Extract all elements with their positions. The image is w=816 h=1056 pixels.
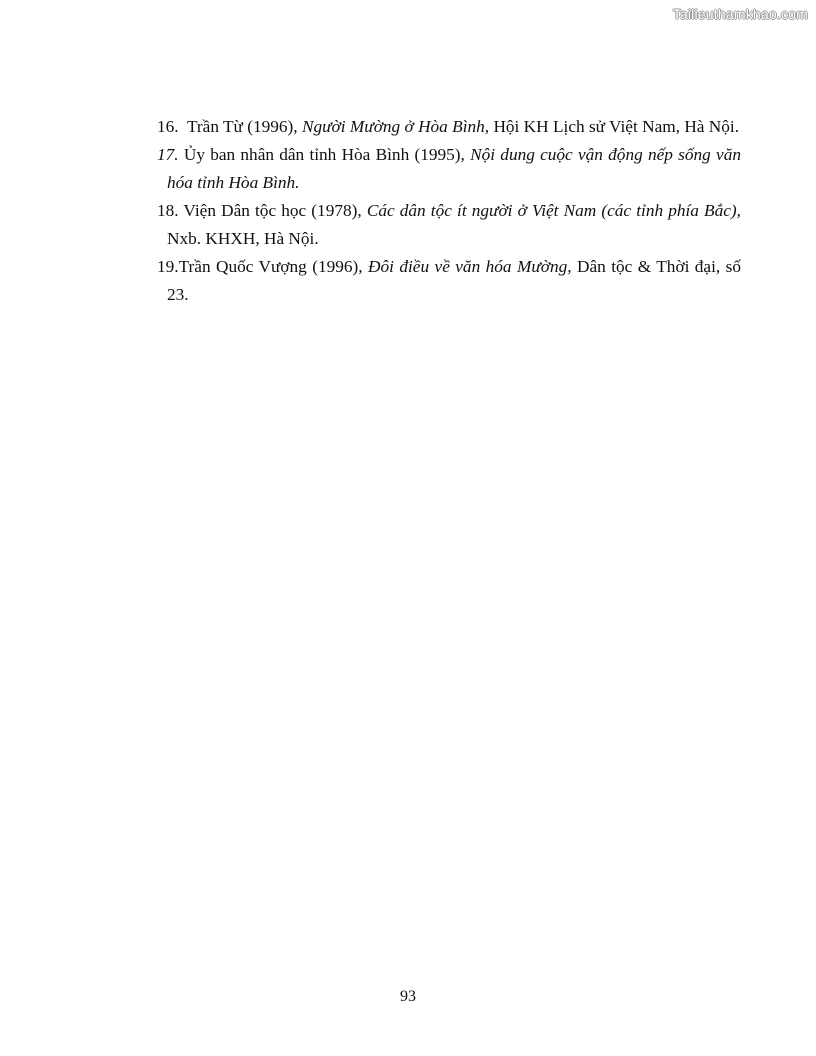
reference-number: 19. bbox=[157, 257, 179, 276]
reference-item bbox=[157, 197, 741, 253]
reference-authors: Trần Từ (1996), bbox=[186, 117, 302, 136]
reference-publisher: , Hội KH Lịch sử Việt Nam, Hà Nội. bbox=[484, 117, 740, 136]
reference-title: Người Mường ở Hòa Bình bbox=[301, 117, 485, 136]
page-number: 93 bbox=[400, 988, 416, 1005]
reference-list bbox=[157, 113, 741, 309]
reference-item bbox=[157, 253, 741, 309]
reference-number: 18. bbox=[157, 201, 179, 220]
reference-item bbox=[157, 141, 741, 197]
reference-number: 16. bbox=[157, 117, 179, 136]
reference-publisher: Dân tộc & Thời đại, số 23. bbox=[167, 257, 741, 304]
reference-title: Nội dung cuộc vận động nếp sống văn hóa tỉnh Hòa Bình. bbox=[167, 145, 741, 192]
reference-authors: Trần Quốc Vượng (1996), bbox=[178, 257, 369, 276]
reference-title: Đôi điều về văn hóa Mường, bbox=[368, 257, 572, 276]
reference-number: 17. bbox=[157, 145, 179, 164]
reference-title: Các dân tộc ít người ở Việt Nam (các tỉnh phía Bắc), bbox=[366, 201, 741, 220]
watermark: Tailieuthamkhao.com bbox=[672, 6, 808, 22]
reference-publisher: Nxb. KHXH, Hà Nội. bbox=[167, 229, 319, 248]
reference-authors: Viện Dân tộc học (1978), bbox=[183, 201, 367, 220]
reference-item bbox=[157, 113, 741, 141]
reference-authors: Ủy ban nhân dân tỉnh Hòa Bình (1995), bbox=[183, 145, 471, 164]
